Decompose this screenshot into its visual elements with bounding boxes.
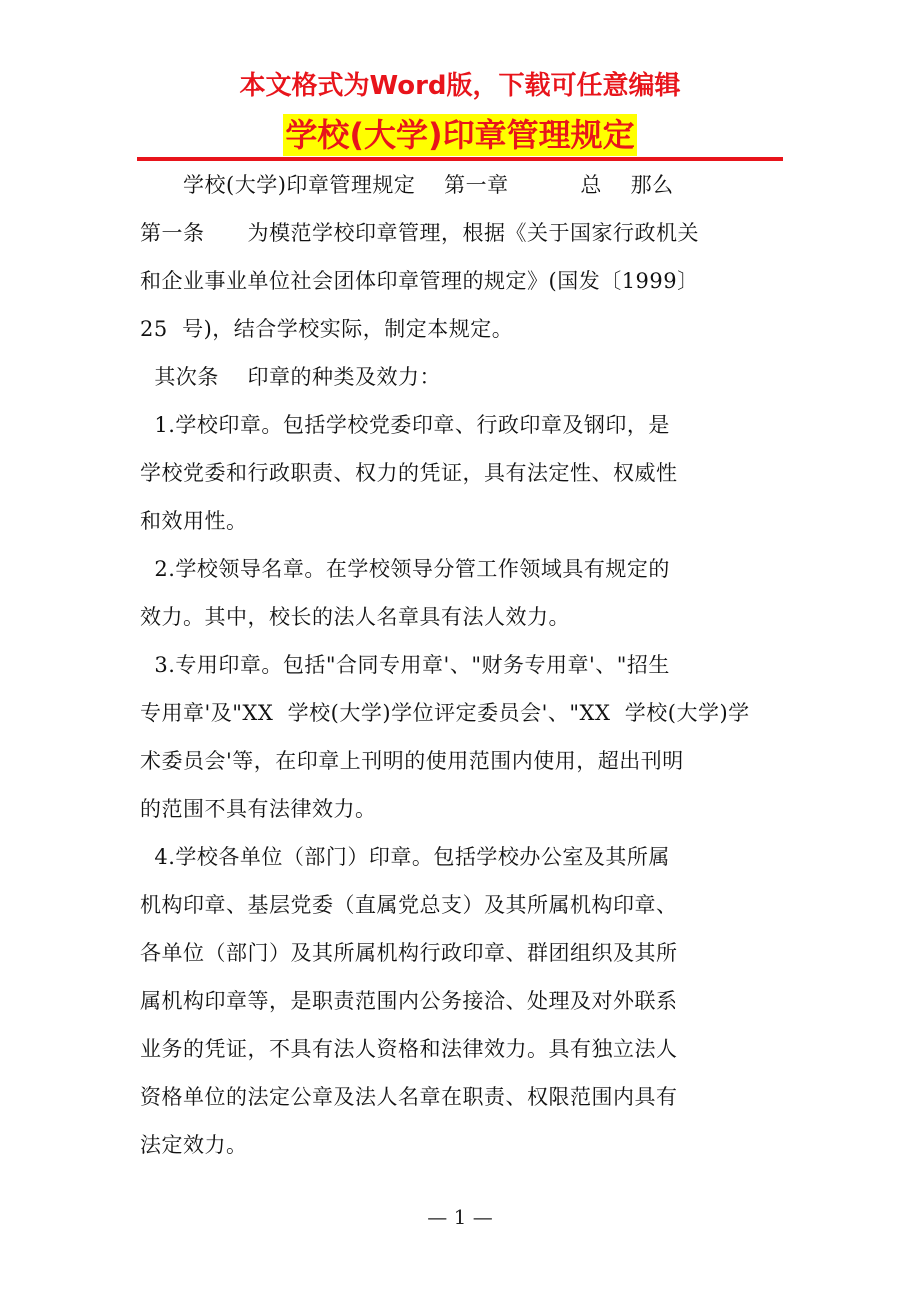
body-line: 3.专用印章。包括"合同专用章'、"财务专用章'、"招生: [140, 653, 670, 677]
body-line: 第一条 为模范学校印章管理，根据《关于国家行政机关: [140, 221, 700, 245]
download-banner: 本文格式为Word版，下载可任意编辑: [239, 71, 681, 101]
body-line: 各单位（部门）及其所属机构行政印章、群团组织及其所: [140, 941, 678, 965]
body-line: 效力。其中，校长的法人名章具有法人效力。: [140, 605, 570, 629]
title-divider: [137, 157, 783, 161]
body-line: 学校党委和行政职责、权力的凭证，具有法定性、权威性: [140, 461, 678, 485]
body-line: 法定效力。: [140, 1133, 248, 1157]
body-line: 业务的凭证，不具有法人资格和法律效力。具有独立法人: [140, 1037, 678, 1061]
body-line: 和企业事业单位社会团体印章管理的规定》(国发〔1999〕: [140, 269, 699, 293]
body-line: 4.学校各单位（部门）印章。包括学校办公室及其所属: [140, 845, 670, 869]
body-line: 2.学校领导名章。在学校领导分管工作领域具有规定的: [140, 557, 670, 581]
document-title: 学校(大学)印章管理规定: [285, 116, 635, 154]
body-line: 其次条 印章的种类及效力：: [140, 365, 442, 389]
body-line: 机构印章、基层党委（直属党总支）及其所属机构印章、: [140, 893, 678, 917]
page-number: — 1 —: [427, 1205, 493, 1229]
body-line: 25 号)，结合学校实际，制定本规定。: [140, 317, 514, 341]
title-wrap: [0, 114, 920, 156]
body-line: 1.学校印章。包括学校党委印章、行政印章及钢印，是: [140, 413, 670, 437]
body-line: 术委员会'等，在印章上刊明的使用范围内使用，超出刊明: [140, 749, 684, 773]
body-line: 的范围不具有法律效力。: [140, 797, 377, 821]
body-line: 属机构印章等，是职责范围内公务接洽、处理及对外联系: [140, 989, 678, 1013]
body-line: 和效用性。: [140, 509, 248, 533]
body-line: 学校(大学)印章管理规定 第一章 总 那么: [140, 173, 674, 197]
body-line: 专用章'及"XX 学校(大学)学位评定委员会'、"XX 学校(大学)学: [140, 701, 750, 725]
body-line: 资格单位的法定公章及法人名章在职责、权限范围内具有: [140, 1085, 678, 1109]
